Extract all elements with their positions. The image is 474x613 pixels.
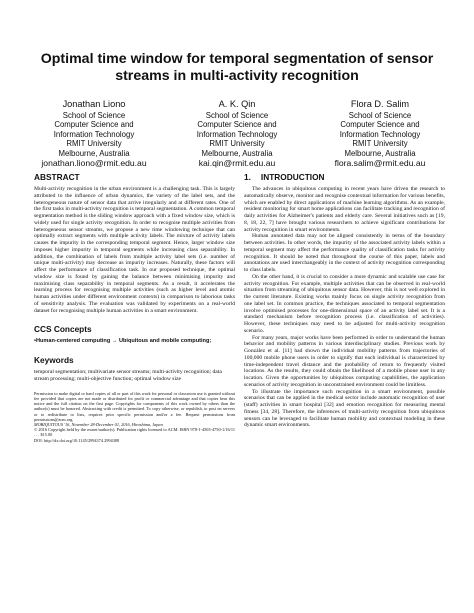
author-name: A. K. Qin [218, 99, 256, 109]
venue-line: MOBIQUITOUS '16, November 28-December 01, 2016, Hiroshima, Japan [34, 421, 163, 427]
doi-line: DOI: http://dx.doi.org/10.1145/2994374.2994388 [34, 437, 120, 443]
author-affiliation-line: Information Technology [53, 129, 135, 139]
abstract-heading: ABSTRACT [34, 172, 80, 182]
keywords-heading: Keywords [34, 355, 74, 366]
keywords-text: temporal segmentation; multivariate sensor streams; multi-activity recognition; data stream processing; multi-objective function; optimal window size [34, 369, 222, 382]
title-line-1: Optimal time window for temporal segmentation of sensor [40, 51, 434, 67]
author-block [24, 98, 450, 168]
author-affiliation-line: RMIT University [209, 139, 265, 149]
left-column [34, 172, 235, 443]
author-name: Flora D. Salim [350, 99, 410, 109]
author-affiliation-line: School of Science [205, 111, 269, 120]
permission-notice: Permission to make digital or hard copies of all or part of this work for personal or classroom use is granted without fee provided that copies are not made or distributed for profit or commercial advantage and that copies bear this notice and the full citation on the first page. Copyrights for components of this work owned by others than the author(s) must be honored. Abstracting with credit is permitted. To copy otherwise, or republish, to post on servers or to redistribute to lists, requires prior specific permission and/or a fee. Request permissions from permissions@acm.org. [34, 390, 235, 422]
author-3 [310, 98, 450, 168]
right-column [244, 172, 445, 429]
ccs-heading: CCS Concepts [34, 324, 92, 335]
author-affiliation-line: Computer Science and [54, 120, 134, 130]
title-line-2: streams in multi-activity recognition [115, 68, 359, 84]
intro-paragraph: On the other hand, it is crucial to consider a more dynamic and scalable use case for activity recognition. For example, multiple activities that can be observed in real-world situation from streaming of ubiquitous sensor data. However, this is not well explored in the current literature. Existing works mainly focus on single activity recognition from one label set. In common practice, the techniques associated to temporal segmentation involve optimised processes for one-dimensional space of an activity label set. It is a standard mechanism before recognition process (i.e. classification of activities). However, these techniques may need to be adjusted for multi-activity recognition scenario. [244, 273, 445, 334]
introduction-heading [244, 172, 445, 182]
author-name: Jonathan Liono [62, 99, 126, 109]
author-affiliation-line: Melbourne, Australia [201, 148, 273, 158]
author-1 [24, 98, 164, 168]
author-affiliation-line: Computer Science and [340, 120, 420, 130]
author-affiliation-line: School of Science [348, 111, 412, 120]
author-affiliation-line: RMIT University [352, 139, 408, 149]
section-number: 1. [244, 172, 251, 182]
author-affiliation-line: Information Technology [339, 129, 421, 139]
intro-paragraph: To illustrate the importance such recognition in a smart environment, possible scenarios that can be applied in the medical sector include automatic recognition of user (staff) activities in smart hospital [32] and emotion recognition for measuring mental fitness [34, 28]. Therefore, the inferences of multi-activity recognition from ubiquitous sensors can be leveraged to facilitate human mobility and contextual modeling in these dynamic smart environments. [244, 388, 445, 429]
author-affiliation-line: Computer Science and [197, 120, 277, 130]
intro-paragraph: The advances in ubiquitous computing in recent years have driven the research to automatically observe, monitor and recognise contextual information for various benefits, which are enabled by direct applications of machine learning algorithms. As an example, resident monitoring for smart home applications can facilitate tracking and recognition of daily activities for Alzheimer's patients and elderly care. Several initiatives such as [19, 8, 18, 22, 7] have brought various researchers to achieve significant contributions for activity recognition in smart environments. [244, 186, 445, 233]
author-affiliation-line: Melbourne, Australia [344, 148, 416, 158]
paper-title [20, 51, 454, 85]
author-affiliation-line: School of Science [62, 111, 126, 120]
ccs-concepts-text: •Human-centered computing → Ubiquitous and mobile computing; [34, 338, 212, 345]
section-title: INTRODUCTION [260, 172, 325, 182]
abstract-text: Multi-activity recognition in the urban environment is a challenging task. This is largely attributed to the influence of urban dynamics, the variety of the label sets, and the heterogeneous nature of sensor data that arrive irregularly and at different rates. One of the first tasks in multi-activity recognition is temporal segmentation. A common temporal segmentation method is the sliding window approach with a fixed window size, which is widely used for single activity recognition. In order to recognise multiple activities from heterogeneous sensor streams, we propose a new time windowing technique that can optimally extract segments with multiple activity labels. The mixture of activity labels causes the impurity in the corresponding temporal segment. Hence, larger window size imposes higher impurity in temporal segments while increasing class separability. In addition, the combination of labels from multiple activity label sets (i.e. number of unique multi-activity) may decrease as impurity increases. Naturally, these factors will affect the performance of classification task. In our proposed technique, the optimal window size is found by gaining the balance between minimising impurity and maximising class separability in temporal segments. As a result, it accelerates the learning process for recognising multiple activities (such as higher level and atomic human activities under different environment contexts) in comparison to laborious tasks of sensitivity analysis. The evaluation was validated by experiments on a real-world dataset for recognising multiple human activities in a smart environment. [34, 186, 235, 314]
author-email: jonathan.liono@rmit.edu.au [41, 158, 147, 169]
copyright-footnote [34, 391, 235, 443]
intro-paragraph: Human annotated data may not be aligned consistently in terms of the boundary between activities. In other words, the impurity of the associated activity labels within a temporal segment may affect the performance quality of classification tasks for activity recognition. It should be noted that throughout the course of this paper, labels and annotations are used interchangeably in the context of activity recognition corresponding to class labels. [244, 233, 445, 273]
author-email: kai.qin@rmit.edu.au [198, 158, 276, 169]
author-email: flora.salim@rmit.edu.au [334, 158, 426, 169]
intro-paragraph: For many years, major works have been performed in order to understand the human behavior and mobility patterns in various interdisciplinary studies. Previous work by González et al. [11] had shown the individual mobility patterns from trajectories of 100,000 mobile phone users in order to signify that each individual is characterized by time-independent travel distance and the probability of return to frequently visited locations. As the results, they could obtain the likelihood of a mobile phone user in any location. Given the opportunities by ubiquitous computing capabilities, the application scenarios of activity recognition in unconstrained environment could be limitless. [244, 334, 445, 388]
copyright-line: © 2016 Copyright held by the owner/author(s). Publication rights licensed to ACM. ISBN 978-1-4503-4750-1/16/11 . . . $15.00 [34, 427, 235, 438]
author-affiliation-line: RMIT University [66, 139, 122, 149]
author-2 [167, 98, 307, 168]
author-affiliation-line: Melbourne, Australia [58, 148, 130, 158]
author-affiliation-line: Information Technology [196, 129, 278, 139]
